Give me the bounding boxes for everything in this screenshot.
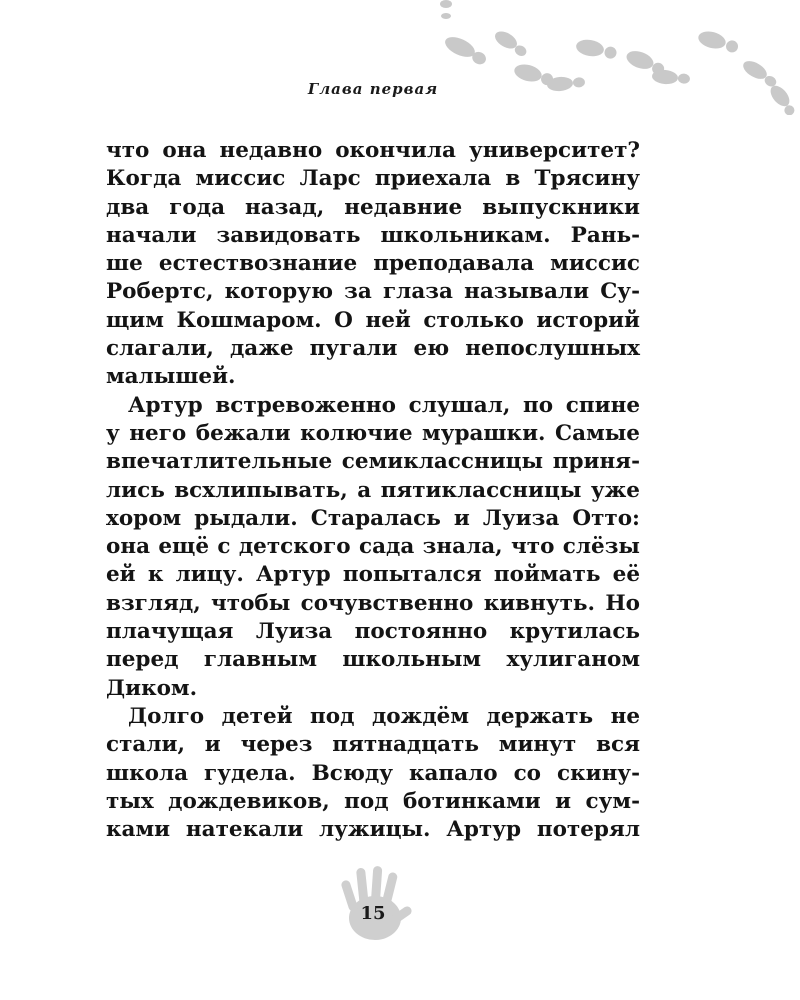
text-line: ками натекали лужицы. Артур потерял bbox=[106, 817, 640, 843]
chapter-title: Глава первая bbox=[307, 80, 439, 98]
footprint-icon bbox=[492, 28, 530, 58]
text-line: что она недавно окончила университет? bbox=[106, 138, 640, 163]
text-line: ше естествознание преподавала миссис bbox=[106, 251, 640, 277]
text-line: лись всхлипывать, а пятиклассницы уже bbox=[106, 477, 640, 503]
page-number: 15 bbox=[360, 903, 386, 924]
text-line: она ещё с детского сада знала, что слёзы bbox=[106, 534, 640, 560]
footprint-icon bbox=[767, 82, 800, 115]
text-line: два года назад, недавние выпускники bbox=[106, 194, 640, 220]
text-line: Артур встревоженно слушал, по спине bbox=[128, 392, 640, 418]
text-line: Долго детей под дождём держать не bbox=[128, 703, 640, 729]
footprint-icon bbox=[740, 57, 780, 88]
footprint-icon bbox=[696, 29, 740, 55]
page-text bbox=[106, 137, 640, 844]
text-line: стали, и через пятнадцать минут вся bbox=[106, 732, 640, 758]
text-line: Когда миссис Ларс приехала в Трясину bbox=[106, 166, 640, 192]
text-line: тых дождевиков, под ботинками и сум- bbox=[106, 788, 640, 814]
footprint-icon bbox=[442, 33, 490, 67]
text-line: слагали, даже пугали ею непослушных bbox=[106, 336, 640, 362]
footprint-icon bbox=[575, 38, 618, 61]
text-line: взгляд, чтобы сочувственно кивнуть. Но bbox=[106, 590, 640, 616]
text-line: малышей. bbox=[106, 364, 236, 390]
text-line: плачущая Луиза постоянно крутилась bbox=[106, 619, 640, 645]
text-line: перед главным школьным хулиганом bbox=[106, 647, 640, 673]
text-line: школа гудела. Всюду капало со скину- bbox=[106, 760, 640, 786]
text-line: хором рыдали. Старалась и Луиза Отто: bbox=[106, 505, 640, 531]
text-line: щим Кошмаром. О ней столько историй bbox=[106, 307, 640, 333]
text-line: ей к лицу. Артур попытался поймать её bbox=[106, 562, 640, 588]
text-line: Диком. bbox=[106, 675, 198, 701]
text-line: у него бежали колючие мурашки. Самые bbox=[106, 420, 640, 446]
text-line: начали завидовать школьникам. Рань- bbox=[106, 222, 640, 248]
text-line: Робертс, которую за глаза называли Су- bbox=[106, 279, 640, 305]
text-line: впечатлительные семиклассницы приня- bbox=[106, 449, 640, 475]
